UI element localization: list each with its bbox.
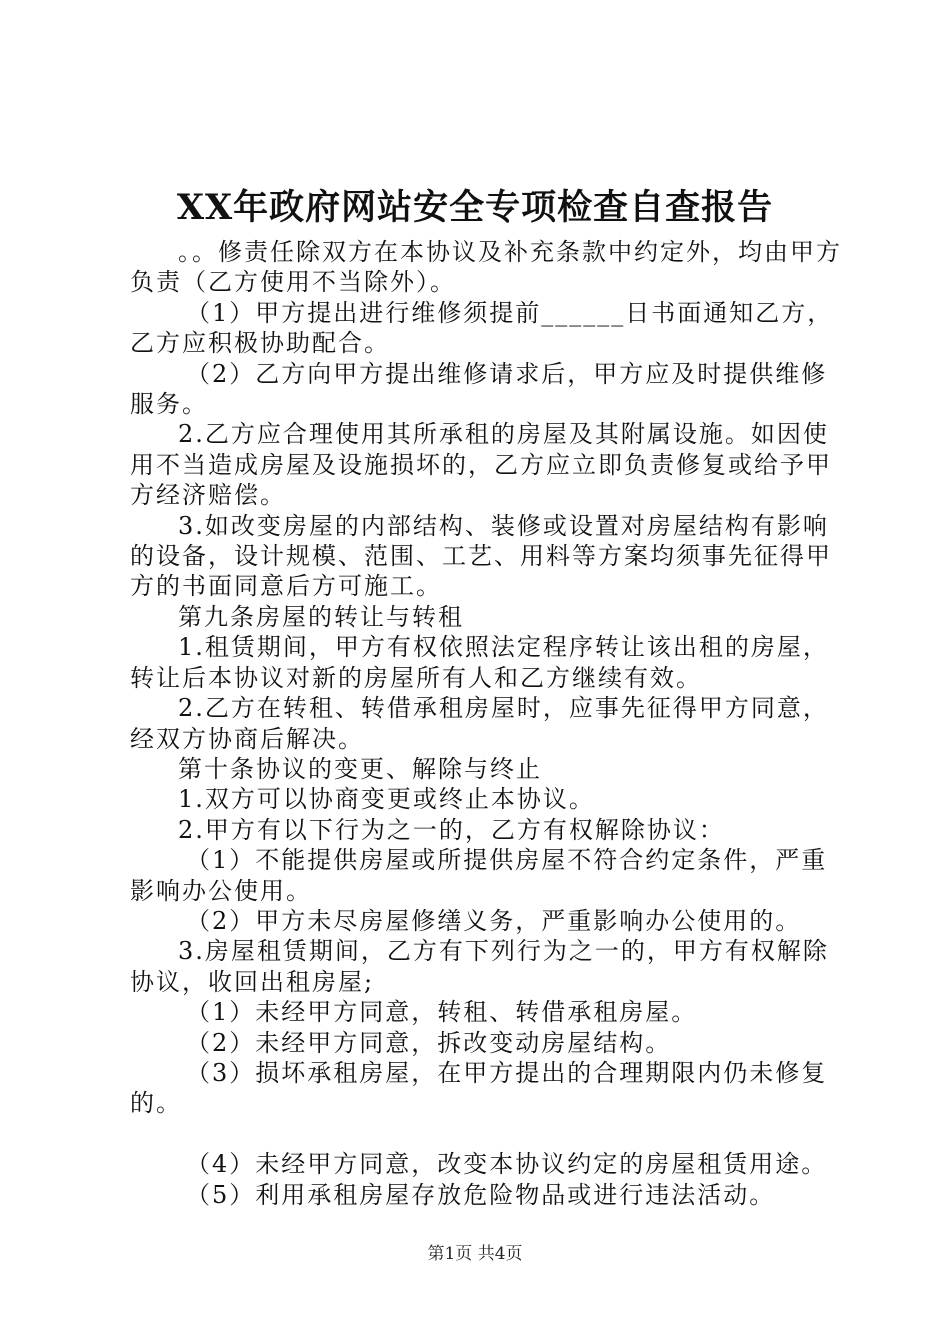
section-heading: 第九条房屋的转让与转租 bbox=[178, 602, 464, 631]
page-footer: 第1页 共4页 bbox=[427, 1244, 523, 1264]
section-heading: 第十条协议的变更、解除与终止 bbox=[178, 754, 542, 783]
blank-line bbox=[130, 1119, 842, 1149]
paragraph: 2.乙方应合理使用其所承租的房屋及其附属设施。如因使用不当造成房屋及设施损坏的，乙方应立即负责修复或给予甲方经济赔偿。 bbox=[130, 420, 832, 510]
paragraph: （1）未经甲方同意，转租、转借承租房屋。 bbox=[186, 998, 698, 1027]
paragraph: 3.房屋租赁期间，乙方有下列行为之一的，甲方有权解除协议，收回出租房屋; bbox=[130, 937, 829, 996]
paragraph: 1.双方可以协商变更或终止本协议。 bbox=[178, 785, 595, 814]
paragraph: 3.如改变房屋的内部结构、装修或设置对房屋结构有影响的设备，设计规模、范围、工艺、用料等方案均须事先征得甲方的书面同意后方可施工。 bbox=[130, 511, 832, 601]
paragraph: 1.租赁期间，甲方有权依照法定程序转让该出租的房屋，转让后本协议对新的房屋所有人和乙方继续有效。 bbox=[130, 633, 829, 692]
paragraph: 。。修责任除双方在本协议及补充条款中约定外，均由甲方负责（乙方使用不当除外）。 bbox=[130, 238, 842, 297]
paragraph: （3）损坏承租房屋，在甲方提出的合理期限内仍未修复的。 bbox=[130, 1058, 828, 1118]
document-title: XX年政府网站安全专项检查自查报告 bbox=[176, 187, 774, 228]
paragraph: （2）乙方向甲方提出维修请求后，甲方应及时提供维修服务。 bbox=[130, 359, 828, 419]
paragraph: （5）利用承租房屋存放危险物品或进行违法活动。 bbox=[186, 1180, 776, 1209]
paragraph: （2）未经甲方同意，拆改变动房屋结构。 bbox=[186, 1028, 672, 1057]
paragraph: 2.乙方在转租、转借承租房屋时，应事先征得甲方同意，经双方协商后解决。 bbox=[130, 694, 829, 753]
paragraph: （1）甲方提出进行维修须提前______日书面通知乙方，乙方应积极协助配合。 bbox=[130, 298, 834, 358]
paragraph: （4）未经甲方同意，改变本协议约定的房屋租赁用途。 bbox=[186, 1150, 828, 1179]
paragraph: 2.甲方有以下行为之一的，乙方有权解除协议： bbox=[178, 815, 725, 844]
document-body bbox=[130, 237, 842, 1210]
paragraph: （2）甲方未尽房屋修缮义务，严重影响办公使用的。 bbox=[186, 906, 802, 935]
paragraph: （1）不能提供房屋或所提供房屋不符合约定条件，严重影响办公使用。 bbox=[130, 846, 828, 905]
